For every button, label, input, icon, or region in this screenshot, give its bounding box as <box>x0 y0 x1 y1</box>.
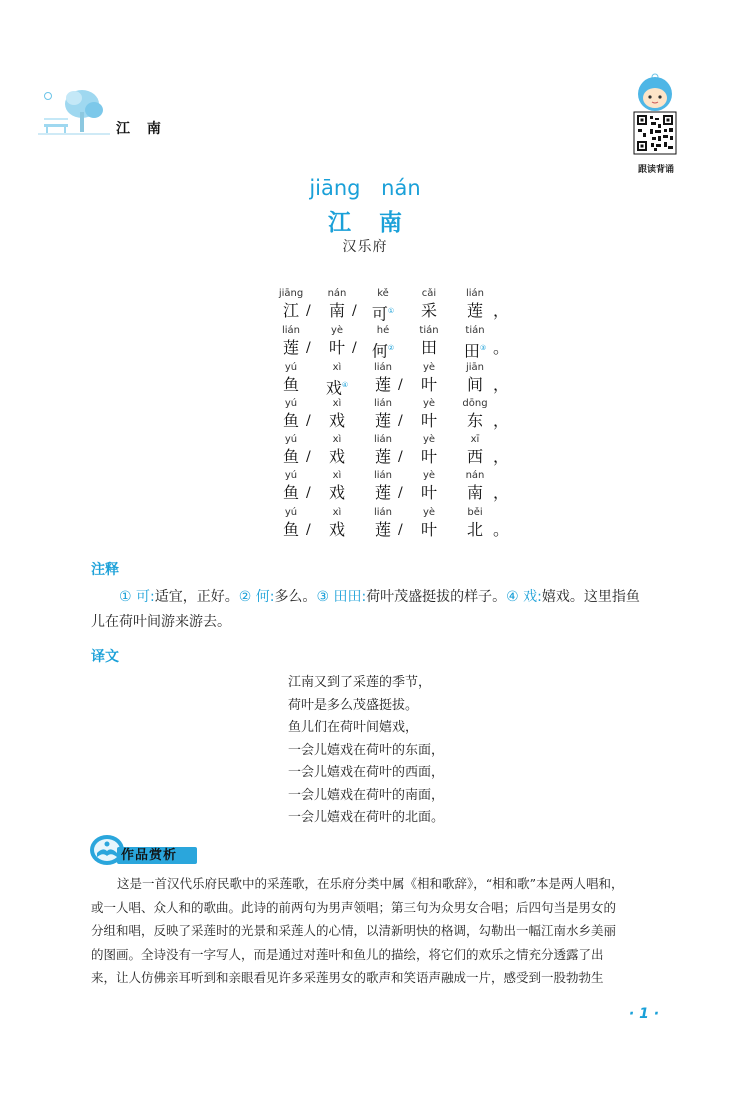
hanzi-char: 东 <box>466 411 483 430</box>
translation-line: 荷叶是多么茂盛挺拔。 <box>288 697 419 713</box>
appreciation-line: 的图画。全诗没有一字写人，而是通过对莲叶和鱼儿的描绘，将它们的欢乐之情充分透露了出 <box>91 946 604 962</box>
pause-slash: / <box>398 413 403 429</box>
pinyin: xì <box>332 434 342 445</box>
note-mark-1: ① 可: <box>119 589 155 605</box>
hanzi-char: 何 <box>371 341 388 361</box>
hanzi <box>314 447 360 467</box>
poem-char <box>406 287 452 321</box>
pinyin: yè <box>422 507 436 518</box>
pinyin: běi <box>467 507 483 518</box>
poem-line <box>268 287 510 324</box>
pinyin: xì <box>332 470 342 481</box>
page-number: · 1 · <box>628 1006 660 1022</box>
note-text-2: 多么。 <box>274 589 317 605</box>
pinyin: nán <box>327 288 347 299</box>
hanzi-char: 叶 <box>420 520 437 539</box>
poem-char <box>452 397 498 431</box>
hanzi-char: 南 <box>466 483 483 502</box>
hanzi-char: 叶 <box>420 483 437 502</box>
tree-bench-illustration <box>38 84 110 136</box>
pinyin: yú <box>284 470 298 481</box>
note-text-4: 嬉戏。这里指鱼儿在荷叶间游来游去。 <box>91 589 640 630</box>
poem-char <box>452 287 498 321</box>
hanzi-char: 戏 <box>328 411 345 430</box>
pinyin: hé <box>376 325 390 336</box>
poem-line <box>268 397 510 433</box>
poem-char <box>268 361 314 395</box>
pause-slash: / <box>306 485 311 501</box>
pinyin: yè <box>422 362 436 373</box>
hanzi-char: 西 <box>466 447 483 466</box>
pause-slash: / <box>306 522 311 538</box>
pinyin: yú <box>284 434 298 445</box>
pinyin: nán <box>465 470 485 481</box>
hanzi-char: 戏 <box>328 483 345 502</box>
hanzi-char: 鱼 <box>282 375 299 394</box>
translation-heading: 译文 <box>91 649 119 665</box>
hanzi <box>452 483 498 503</box>
pinyin: jiāng <box>278 288 304 299</box>
hanzi-char: 莲 <box>466 301 483 320</box>
pinyin: lián <box>373 470 393 481</box>
punctuation: ， <box>493 301 510 320</box>
notes-text <box>91 585 651 635</box>
pinyin: yè <box>330 325 344 336</box>
hanzi-char: 鱼 <box>282 447 299 466</box>
punctuation: ， <box>493 447 510 466</box>
pinyin: lián <box>281 325 301 336</box>
pause-slash: / <box>398 449 403 465</box>
note-text-1: 适宜，正好。 <box>154 589 239 605</box>
pinyin: yè <box>422 434 436 445</box>
poem-char <box>452 324 498 361</box>
poem-line <box>268 324 510 361</box>
pinyin: lián <box>373 434 393 445</box>
appreciation-text <box>91 872 657 990</box>
pinyin: xì <box>332 507 342 518</box>
poem-char <box>406 324 452 358</box>
pinyin: lián <box>373 362 393 373</box>
poem-char <box>406 361 452 395</box>
note-mark-2: ② 何: <box>238 589 275 605</box>
pinyin: kě <box>377 288 389 299</box>
hanzi <box>360 338 406 361</box>
appreciation-line: 来，让人仿佛亲耳听到和亲眼看见许多采莲男女的歌声和笑语声融成一片，感受到一股勃勃生 <box>91 970 604 985</box>
poem-char <box>452 469 498 503</box>
poem-char <box>406 506 452 540</box>
hanzi-char: 鱼 <box>282 411 299 430</box>
pause-slash: / <box>352 303 357 319</box>
notes-heading: 注释 <box>91 562 119 578</box>
qr-code-mascot[interactable] <box>628 72 682 160</box>
pinyin: xī <box>470 434 480 445</box>
hanzi <box>406 301 452 321</box>
hanzi-char: 江 <box>282 301 299 320</box>
punctuation: ， <box>493 375 510 394</box>
hanzi-char: 莲 <box>282 338 299 357</box>
hanzi-char: 莲 <box>374 483 391 502</box>
pinyin: tián <box>465 325 485 336</box>
hanzi-char: 田 <box>463 341 480 361</box>
pinyin: tián <box>419 325 439 336</box>
poem-char <box>406 469 452 503</box>
note-marker[interactable]: ③ <box>479 344 487 352</box>
hanzi <box>406 411 452 431</box>
pause-slash: / <box>398 485 403 501</box>
note-marker[interactable]: ① <box>387 307 395 315</box>
hanzi <box>314 483 360 503</box>
poem-char <box>360 324 406 361</box>
hanzi <box>406 338 452 358</box>
hanzi-char: 莲 <box>374 375 391 394</box>
hanzi-char: 莲 <box>374 447 391 466</box>
header-title: 江 南 <box>116 121 167 137</box>
hanzi-char: 鱼 <box>282 483 299 502</box>
hanzi <box>452 375 498 395</box>
hanzi <box>268 375 314 395</box>
hanzi <box>314 520 360 540</box>
poem-line <box>268 433 510 469</box>
poem-line <box>268 469 510 505</box>
poem-char <box>406 433 452 467</box>
pause-slash: / <box>306 303 311 319</box>
pinyin: cǎi <box>421 288 437 299</box>
appreciation-heading: 作品赏析 <box>121 848 178 863</box>
pinyin: yú <box>284 362 298 373</box>
pinyin: yè <box>422 398 436 409</box>
hanzi <box>452 338 498 361</box>
poem-char <box>314 469 360 503</box>
hanzi-char: 叶 <box>328 338 345 357</box>
hanzi <box>314 411 360 431</box>
pinyin: lián <box>373 507 393 518</box>
hanzi-char: 可 <box>371 304 388 324</box>
poem-char <box>452 433 498 467</box>
hanzi-char: 北 <box>466 520 483 539</box>
hanzi-char: 叶 <box>420 411 437 430</box>
pause-slash: / <box>306 413 311 429</box>
hanzi <box>452 520 498 540</box>
hanzi <box>406 520 452 540</box>
poem-char <box>452 361 498 395</box>
pinyin: jiān <box>465 362 485 373</box>
hanzi-char: 叶 <box>420 447 437 466</box>
translation-line: 一会儿嬉戏在荷叶的西面， <box>288 765 445 780</box>
note-mark-3: ③ 田田: <box>316 589 367 605</box>
hanzi <box>314 375 360 398</box>
poem-line <box>268 506 510 542</box>
hanzi-char: 南 <box>328 301 345 320</box>
pause-slash: / <box>398 377 403 393</box>
pause-slash: / <box>306 449 311 465</box>
poem-char <box>314 433 360 467</box>
punctuation: ， <box>493 411 510 430</box>
poem-char <box>452 506 498 540</box>
hanzi-char: 戏 <box>328 447 345 466</box>
note-marker[interactable]: ② <box>387 344 395 352</box>
poem-line <box>268 361 510 398</box>
pinyin: dōng <box>462 398 488 409</box>
note-text-3: 荷叶茂盛挺拔的样子。 <box>366 589 507 605</box>
appreciation-line: 或一人唱、众人和的歌曲。此诗的前两句为男声领唱；第三句为众男女合唱；后四句当是男女的 <box>91 899 617 915</box>
punctuation: 。 <box>493 338 510 357</box>
qr-caption: 跟读背诵 <box>637 165 674 175</box>
poem-char <box>314 361 360 398</box>
poem-title: 江南 <box>328 209 430 236</box>
appreciation-badge <box>89 833 199 867</box>
pinyin: xì <box>332 398 342 409</box>
hanzi-char: 间 <box>466 375 483 394</box>
translation-line: 一会儿嬉戏在荷叶的南面， <box>288 787 445 803</box>
note-mark-4: ④ 戏: <box>506 589 542 605</box>
poem-author: 汉乐府 <box>342 239 388 255</box>
translation-text <box>288 672 548 830</box>
pause-slash: / <box>398 522 403 538</box>
appreciation-line: 分组和唱，反映了采莲时的光景和采莲人的心情，以清新明快的格调，勾勒出一幅江南水乡美丽 <box>91 923 617 938</box>
punctuation: 。 <box>493 520 510 539</box>
appreciation-line: 这是一首汉代乐府民歌中的采莲歌，在乐府分类中属《相和歌辞》，“相和歌”本是两人唱和， <box>117 876 624 891</box>
hanzi <box>360 301 406 324</box>
pause-slash: / <box>306 340 311 356</box>
pinyin: yú <box>284 398 298 409</box>
hanzi <box>406 483 452 503</box>
poem-title-pinyin: jiāng nán <box>309 176 421 200</box>
translation-line: 江南又到了采莲的季节， <box>288 675 432 690</box>
hanzi-char: 莲 <box>374 411 391 430</box>
hanzi <box>452 301 498 321</box>
hanzi-char: 戏 <box>328 520 345 539</box>
pinyin: lián <box>465 288 485 299</box>
pinyin: yè <box>422 470 436 481</box>
poem-char <box>314 397 360 431</box>
note-marker[interactable]: ④ <box>341 381 349 389</box>
hanzi <box>452 411 498 431</box>
hanzi-char: 莲 <box>374 520 391 539</box>
pinyin: lián <box>373 398 393 409</box>
pause-slash: / <box>352 340 357 356</box>
poem-char <box>314 506 360 540</box>
hanzi <box>406 375 452 395</box>
hanzi-char: 叶 <box>420 375 437 394</box>
pinyin: yú <box>284 507 298 518</box>
translation-line: 鱼儿们在荷叶间嬉戏， <box>288 720 419 735</box>
hanzi-char: 戏 <box>325 378 342 398</box>
translation-line: 一会儿嬉戏在荷叶的北面。 <box>288 810 445 825</box>
hanzi-char: 鱼 <box>282 520 299 539</box>
pinyin: xì <box>332 362 342 373</box>
poem-char <box>360 287 406 324</box>
poem-char <box>406 397 452 431</box>
hanzi <box>452 447 498 467</box>
hanzi-char: 采 <box>420 301 437 320</box>
punctuation: ， <box>493 483 510 502</box>
translation-line: 一会儿嬉戏在荷叶的东面， <box>288 742 445 758</box>
hanzi <box>406 447 452 467</box>
hanzi-char: 田 <box>420 338 437 357</box>
